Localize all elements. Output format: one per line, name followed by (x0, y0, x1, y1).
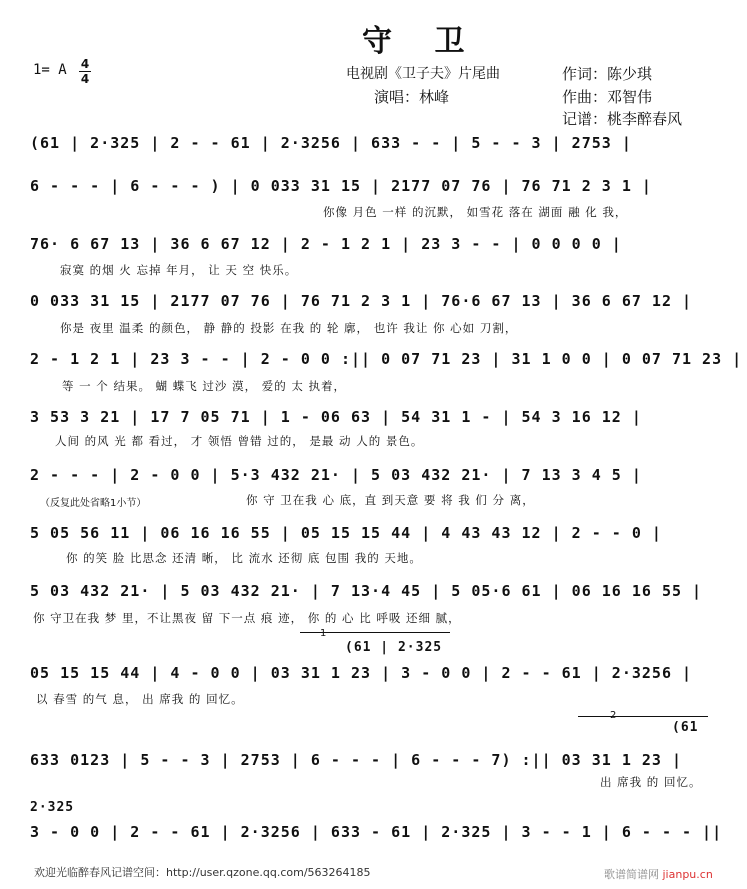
lyricist: 作词：陈少琪 (562, 65, 653, 83)
lyrics-row-6: 人间 的风 光 都 看过， 才 领悟 曾错 过的， 是最 动 人的 景色。 (55, 434, 424, 448)
footer-link[interactable]: 欢迎光临醉春风记谱空间：http://user.qzone.qq.com/563264185 (34, 866, 371, 879)
singer: 演唱：林峰 (374, 88, 450, 106)
lyrics-row-2: 你像 月色 一样 的沉默， 如雪花 落在 湖面 融 化 我， (323, 205, 628, 219)
time-bottom: 4 (80, 72, 90, 86)
lyrics-row-8: 你 的笑 脸 比思念 还清 晰， 比 流水 还彻 底 包围 我的 天地。 (66, 551, 422, 565)
notes-row-3: 76· 6 67 13 | 36 6 67 12 | 2 - 1 2 1 | 23 3 - - | 0 0 0 0 | (30, 235, 622, 253)
lyrics-row-11: 出 席我 的 回忆。 (600, 775, 702, 789)
time-signature (79, 58, 91, 85)
notes-row-4: 0 033 31 15 | 2177 07 76 | 76 71 2 3 1 | 76·6 67 13 | 36 6 67 12 | (30, 292, 693, 310)
notes-row-8: 5 05 56 11 | 06 16 16 55 | 05 15 15 44 | 4 43 43 12 | 2 - - 0 | (30, 524, 662, 542)
notes-row-12: 3 - 0 0 | 2 - - 61 | 2·3256 | 633 - 61 | 2·325 | 3 - - 1 | 6 - - - || (30, 823, 723, 841)
key-signature: 1= A (33, 62, 67, 78)
song-title: 守 卫 (362, 24, 481, 59)
lyrics-row-7: 你 守 卫在我 心 底，直 到天意 要 将 我 们 分 离， (246, 493, 535, 507)
watermark (604, 866, 713, 882)
repeat-note: （反复此处省略1小节） (40, 498, 147, 509)
lyrics-row-3: 寂寞 的烟 火 忘掉 年月， 让 天 空 快乐。 (60, 263, 298, 277)
ending-2-mark: 2 (610, 710, 617, 721)
ending-1-mark: 1 (320, 628, 327, 639)
notes-row-11: 633 0123 | 5 - - 3 | 2753 | 6 - - - | 6 - - - 7) :|| 03 31 1 23 | (30, 751, 682, 769)
watermark-b: jianpu.cn (662, 868, 713, 881)
lyrics-row-4: 你是 夜里 温柔 的颜色， 静 静的 投影 在我 的 轮 廓， 也许 我让 你 心如 刀割， (60, 321, 518, 335)
notes-row-2: 6 - - - | 6 - - - ) | 0 033 31 15 | 2177 07 76 | 76 71 2 3 1 | (30, 177, 652, 195)
notes-row-6: 3 53 3 21 | 17 7 05 71 | 1 - 06 63 | 54 31 1 - | 54 3 16 12 | (30, 408, 642, 426)
watermark-a: 歌谱简谱网 (604, 868, 659, 881)
ending-2-bracket (578, 716, 708, 717)
lyrics-row-10: 以 春雪 的气 息， 出 席我 的 回忆。 (36, 692, 244, 706)
notes-row-9: 5 03 432 21· | 5 03 432 21· | 7 13·4 45 | 5 05·6 61 | 06 16 16 55 | (30, 582, 703, 600)
last-row-opening: 2·325 (30, 800, 75, 815)
notes-row-1: (61 | 2·325 | 2 - - 61 | 2·3256 | 633 - - | 5 - - 3 | 2753 | (30, 134, 632, 152)
composer: 作曲：邓智伟 (562, 88, 653, 106)
lyrics-row-9: 你 守卫在我 梦 里，不让黑夜 留 下一点 痕 迹， 你 的 心 比 呼吸 还细 腻， (33, 611, 461, 625)
ending-1-opening: (61 | 2·325 (345, 640, 443, 655)
transcriber: 记谱：桃李醉春风 (562, 110, 683, 128)
ending-2-opening: (61 (672, 720, 699, 735)
time-top: 4 (80, 57, 90, 71)
subtitle: 电视剧《卫子夫》片尾曲 (346, 66, 500, 82)
notes-row-5: 2 - 1 2 1 | 23 3 - - | 2 - 0 0 :|| 0 07 71 23 | 31 1 0 0 | 0 07 71 23 | (30, 350, 743, 368)
notes-row-7: 2 - - - | 2 - 0 0 | 5·3 432 21· | 5 03 432 21· | 7 13 3 4 5 | (30, 466, 642, 484)
lyrics-row-5: 等 一 个 结果。 蝴 蝶飞 过沙 漠， 爱的 太 执着， (62, 379, 347, 393)
notes-row-10: 05 15 15 44 | 4 - 0 0 | 03 31 1 23 | 3 - 0 0 | 2 - - 61 | 2·3256 | (30, 664, 693, 682)
